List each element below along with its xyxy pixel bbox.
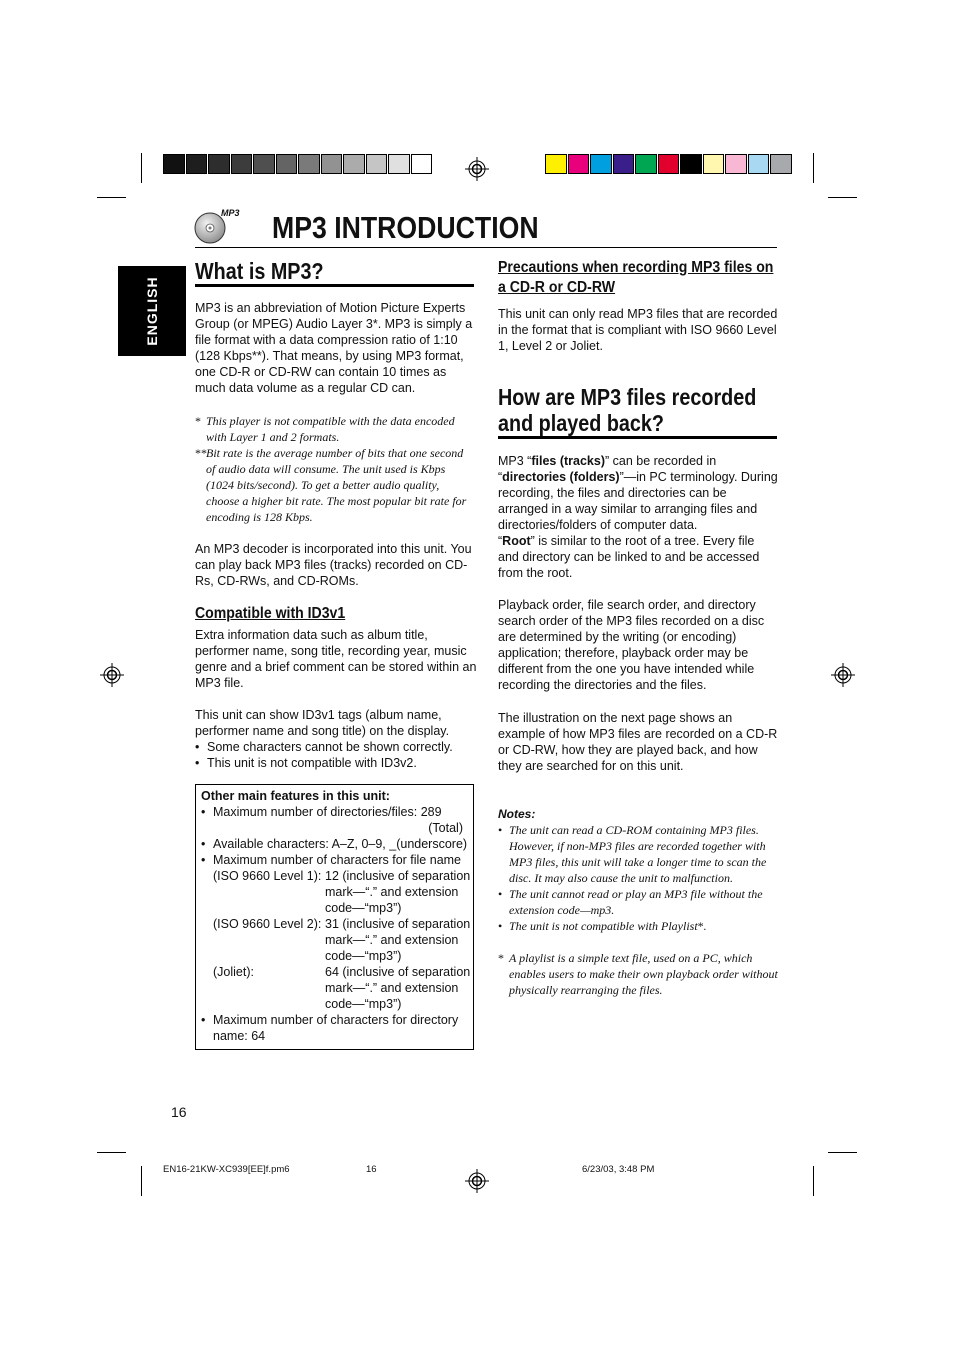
- footnote-text: Bit rate is the average number of bits that one second of audio data will consume. The unit used is Kbps (1024 bits/second). To get a better audio quality, choose a higher bit rate. The most popular bit rate for encoding is 128 Kbps.: [206, 446, 467, 524]
- color-swatch: [411, 154, 433, 174]
- spec-row: [213, 868, 471, 916]
- footnote: [195, 445, 475, 525]
- crop-mark: [97, 197, 126, 198]
- color-swatch: [231, 154, 253, 174]
- spec-row: [213, 916, 471, 964]
- color-swatch: [366, 154, 388, 174]
- language-tab: [118, 266, 186, 356]
- crop-mark: [813, 153, 814, 183]
- notes-list: [498, 822, 778, 998]
- color-bar: [545, 154, 793, 176]
- note-text: The unit cannot read or play an MP3 file without the extension code—mp3.: [509, 887, 763, 917]
- crop-mark: [97, 1152, 126, 1153]
- text-run: ”—in PC terminology. During recording, the files and directories can be arranged in a way similar to arranging files and directories/folders of computer data.: [498, 470, 778, 532]
- color-swatch: [276, 154, 298, 174]
- list-item-text: Maximum number of characters for directory name: 64: [213, 1013, 459, 1043]
- note-text: .: [703, 919, 707, 933]
- id3-paragraph: Extra information data such as album title, performer name, song title, recording year, music genre and a brief comment can be stored within an MP3 file.: [195, 628, 477, 690]
- list-item-text: This unit is not compatible with ID3v2.: [207, 756, 417, 770]
- page-title: MP3 INTRODUCTION: [272, 210, 539, 245]
- text-run: ” can be recorded in “: [498, 454, 717, 484]
- illustration-paragraph: The illustration on the next page shows an example of how MP3 files are recorded on a CD-R or CD-RW, how they are played back, and how they are searched for on this unit.: [498, 711, 778, 773]
- footnote-mark: **: [195, 446, 207, 460]
- footnote-text: This player is not compatible with the data encoded with Layer 1 and 2 formats.: [206, 414, 455, 444]
- footnote-mark: *: [195, 414, 201, 428]
- list-item: • Maximum number of characters for directory name: 64: [201, 1012, 471, 1044]
- registration-mark-icon: [465, 1169, 489, 1193]
- color-swatch: [613, 154, 635, 174]
- color-swatch: [770, 154, 792, 174]
- color-swatch: [658, 154, 680, 174]
- subheading-precautions: Precautions when recording MP3 files on a CD-R or CD-RW: [498, 259, 774, 296]
- playback-order-paragraph: Playback order, file search order, and directory search order of the MP3 files recorded on a disc are determined by the writing (or encoding) application; therefore, playback order may be different from the one you have intended while recording the directories and the files.: [498, 598, 765, 692]
- crop-mark: [141, 153, 142, 183]
- spec-label: (Joliet):: [213, 965, 254, 979]
- id3-show-paragraph: [195, 707, 475, 771]
- features-title: Other main features in this unit:: [201, 789, 390, 803]
- list-item-text: (Total): [428, 821, 463, 835]
- title-rule: [195, 247, 777, 248]
- registration-mark-icon: [465, 157, 489, 181]
- color-swatch: [321, 154, 343, 174]
- decoder-paragraph: An MP3 decoder is incorporated into this unit. You can play back MP3 files (tracks) recorded on CD-Rs, CD-RWs, and CD-ROMs.: [195, 542, 472, 588]
- color-swatch: [163, 154, 185, 174]
- color-swatch: [253, 154, 275, 174]
- term-files: files (tracks): [531, 454, 605, 468]
- spec-value: 64 (inclusive of separation mark—“.” and extension code—“mp3”): [325, 965, 471, 1011]
- features-content: [201, 788, 471, 1044]
- note-item: • The unit cannot read or play an MP3 file without the extension code—mp3.: [498, 886, 778, 918]
- crop-mark: [813, 1166, 814, 1196]
- list-item-text: Maximum number of characters for file name: [213, 853, 462, 867]
- crop-mark: [828, 1152, 857, 1153]
- color-swatch: [635, 154, 657, 174]
- note-text: The unit can read a CD-ROM containing MP3 files. However, if non-MP3 files are recorded together with MP3 files, this unit will take a longer time to scan the disc. It may also cause the unit to malfunction.: [509, 823, 767, 885]
- mp3-logo-label: MP3: [221, 208, 240, 218]
- note-text: The unit is not compatible with Playlist: [509, 919, 698, 933]
- note-item: • The unit can read a CD-ROM containing MP3 files. However, if non-MP3 files are recorded together with MP3 files, this unit will take a longer time to scan the disc. It may also cause the unit to malfunction.: [498, 822, 778, 886]
- text-run: “: [498, 534, 503, 548]
- registration-mark-icon: [831, 663, 855, 687]
- color-swatch: [568, 154, 590, 174]
- color-swatch: [388, 154, 410, 174]
- section-heading-how-recorded: How are MP3 files recorded and played back?: [498, 384, 757, 436]
- color-swatch: [298, 154, 320, 174]
- registration-mark-icon: [100, 663, 124, 687]
- heading-rule: [498, 436, 777, 439]
- footer-page: 16: [366, 1164, 377, 1175]
- text-run: MP3 “: [498, 454, 532, 468]
- text-run: ” is similar to the root of a tree. Every file and directory can be linked to and be accessed from the root.: [498, 534, 760, 580]
- footnote: [195, 413, 475, 445]
- spec-row: [213, 964, 471, 1012]
- color-swatch: [186, 154, 208, 174]
- heading-rule: [195, 284, 474, 287]
- page-number: 16: [171, 1104, 187, 1120]
- list-item: • Some characters cannot be shown correctly.: [195, 740, 453, 754]
- spec-label: (ISO 9660 Level 2):: [213, 917, 322, 931]
- footnote-mark: *: [498, 951, 504, 965]
- recording-paragraph: [498, 453, 778, 581]
- section-heading-what-is-mp3: What is MP3?: [195, 258, 324, 284]
- color-swatch: [590, 154, 612, 174]
- term-root: Root: [502, 534, 531, 548]
- color-swatch: [748, 154, 770, 174]
- crop-mark: [828, 197, 857, 198]
- crop-mark: [141, 1166, 142, 1196]
- language-tab-label: ENGLISH: [144, 276, 160, 346]
- color-swatch: [343, 154, 365, 174]
- footnote: [498, 950, 778, 998]
- gray-color-bar: [163, 154, 433, 176]
- list-item: • Maximum number of characters for file name (ISO 9660 Level 1): 12 (inclusive of separation mark—“.” and extension code—“mp3”) (ISO 9660 Level 2): 31 (inclusive of separation mark—“.” and extension code—“mp3”) (Joliet): 64 (inclusive of separation mark—“.” and extension code—“mp3”): [201, 853, 471, 1011]
- notes-label: Notes:: [498, 807, 536, 821]
- id3-show-text: This unit can show ID3v1 tags (album name, performer name and song title) on the display.: [195, 708, 450, 738]
- note-item: • The unit is not compatible with Playlist*.: [498, 919, 707, 933]
- spec-label: (ISO 9660 Level 1):: [213, 869, 322, 883]
- subheading-id3v1: Compatible with ID3v1: [195, 605, 346, 622]
- note-mark: *: [697, 919, 704, 933]
- list-item: • Maximum number of directories/files: 289 (Total): [201, 804, 471, 836]
- precautions-paragraph: This unit can only read MP3 files that are recorded in the format that is compliant with ISO 9660 Level 1, Level 2 or Joliet.: [498, 307, 778, 353]
- color-swatch: [208, 154, 230, 174]
- spec-value: 31 (inclusive of separation mark—“.” and extension code—“mp3”): [325, 917, 471, 963]
- footnote-text: A playlist is a simple text file, used on a PC, which enables users to make their own playback order without physically rearranging the files.: [509, 951, 778, 997]
- footer-filename: EN16-21KW-XC939[EE]f.pm6: [163, 1164, 290, 1175]
- intro-paragraph: MP3 is an abbreviation of Motion Picture Experts Group (or MPEG) Audio Layer 3*. MP3 is simply a file format with a data compression ratio of 1:10 (128 Kbps**). That means, by using MP3 format, one CD-R or CD-RW can contain 10 times as much data volume as a regular CD can.: [195, 301, 473, 395]
- term-directories: directories (folders): [502, 470, 620, 484]
- footer-datetime: 6/23/03, 3:48 PM: [582, 1164, 655, 1175]
- color-swatch: [703, 154, 725, 174]
- list-item: • This unit is not compatible with ID3v2.: [195, 756, 417, 770]
- list-item-text: Some characters cannot be shown correctly.: [207, 740, 453, 754]
- color-swatch: [680, 154, 702, 174]
- color-swatch: [725, 154, 747, 174]
- list-item-text: Available characters: A–Z, 0–9, _(underscore): [213, 837, 468, 851]
- list-item: • Available characters: A–Z, 0–9, _(underscore): [201, 837, 468, 851]
- footnotes: [195, 413, 475, 525]
- spec-value: 12 (inclusive of separation mark—“.” and extension code—“mp3”): [325, 869, 471, 915]
- list-item-text: Maximum number of directories/files: 289: [213, 805, 442, 819]
- color-swatch: [545, 154, 567, 174]
